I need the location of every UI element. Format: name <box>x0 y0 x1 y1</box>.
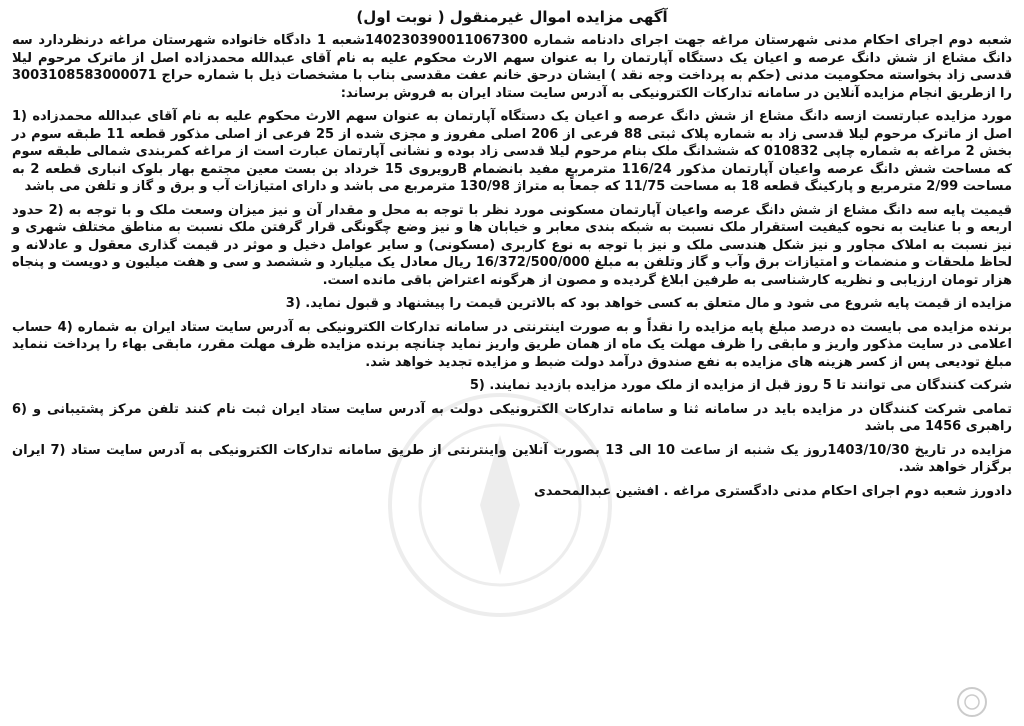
paragraph-item-6: تمامی شرکت کنندگان در مزایده باید در سامانه ثنا و سامانه تدارکات الکترونیکی دولت به آدرس سایت ستاد ایران ثبت نام کنند تلفن مرکز پشتیبانی و (6 راهبری 1456 می باشد <box>12 401 1012 434</box>
notice-title: آگهی مزایده اموال غیرمنقول ( نوبت اول) <box>356 8 668 26</box>
signature-line: دادورز شعبه دوم اجرای احکام مدنی دادگستری مراغه . افشین عبدالمحمدی <box>533 483 1012 499</box>
paragraph-item-3: مزایده از قیمت پایه شروع می شود و مال متعلق به کسی خواهد بود که بالاترین قیمت را پیشنهاد و قبول نماید. (3 <box>285 296 1012 311</box>
paragraph-item-2: قیمیت پایه سه دانگ مشاع از شش دانگ عرصه واعیان آپارتمان مسکونی مورد نظر با توجه به محل و مقدار آن و نیز میزان وسعت ملک و با توجه به (2 حدود اربعه و با عنایت به نحوه کیفیت استقرار ملک نسبت به شبکه بندی معابر و خیابان ها و نیز وضع چگونگی قرار گرفتن ملک نسبت به مناطق مختلف شهری و نیز نسبت به املاک مجاور و نیز شکل هندسی ملک و نیز با توجه به نوع کاربری (مسکونی) و سایر عوامل دخیل و موثر در قیمت گذاری معقول و عادلانه و لحاظ ملحقات و منضمات و امتیازات برق وآب و گاز وتلفن به مبلغ 16/372/500/000 ریال معادل یک میلیارد و ششصد و سی و هفت میلیون و دویست و پنجاه هزار تومان ارزیابی و نظریه کارشناسی به طرفین ابلاغ گردیده و مصون از هرگونه اعتراض باقی مانده است. <box>12 202 1013 288</box>
paragraph-item-1: مورد مزایده عبارتست ازسه دانگ مشاع از شش دانگ عرصه و اعیان یک دستگاه آپارتمان به عنوان سهم الارث محکوم علیه به نام آقای عبدالله محمدزاده (1 اصل از ماترک مرحوم لیلا قدسی زاد به شماره پلاک ثبتی 88 فرعی از 206 اصلی مفروز و مجزی شده از 25 فرعی از اصلی مذکور قطعه 11 طبقه سوم در بخش 2 مراغه به شماره چاپی 010832 که ششدانگ ملک بنام مرحوم لیلا قدسی زاد بوده و نشانی آپارتمان عبارت است از مراغه کمربندی شمالی طبقه سوم که مساحت شش دانگ عرصه واعیان آپارتمان مذکور 116/24 مترمربع مفید بانضمام Bرویروی 15 خرداد بن بست معین مجتمع بهار بلوک انباری قطعه 2 به مساحت 2/99 مترمربع و پارکینگ قطعه 18 به مساحت 11/75 که جمعاً به متراژ 130/98 مترمربع می باشد و دارای امتیازات آب و برق و گاز و تلفن می باشد <box>12 109 1012 194</box>
stamp-icon <box>955 685 989 719</box>
paragraph-item-4: برنده مزایده می بایست ده درصد مبلغ پایه مزایده را نقداً و به صورت اینترنتی در سامانه تدارکات الکترونیکی به آدرس سایت ستاد ایران به شماره (4 حساب اعلامی در سایت مذکور واریز و مابقی را ظرف مهلت یک ماه از همان طریق واریز نماید چنانچه برنده مزایده ظرف مهلت مقرر، مابقی بهاء را پرداخت ننماید مبلغ تودیعی پس از کسر هزینه های مزایده به نفع صندوق درآمد دولت ضبط و مزایده تجدید خواهد شد. <box>12 319 1012 370</box>
paragraph-item-7: مزایده در تاریخ 1403/10/30روز یک شنبه از ساعت 10 الی 13 بصورت آنلاین واینترنتی از طریق سامانه تدارکات الکترونیکی به آدرس سایت ستاد (7 ایران برگزار خواهد شد. <box>12 442 1012 475</box>
paragraph-intro: شعبه دوم اجرای احکام مدنی شهرستان مراغه جهت اجرای دادنامه شماره 140230390011067300شعبه 1 دادگاه خانواده شهرستان مراغه درنظردارد سه دانگ مشاع از شش دانگ عرصه و اعیان یک دستگاه آپارتمان را به عنوان سهم الارث محکوم علیه به نام آقای عبدالله محمدزاده اصل از ماترک مرحوم لیلا قدسی زاد بخواسته محکومیت مدنی (حکم به پرداخت وجه نقد ) ایشان درحق خانم عفت مقدسی بناب با مشخصات ذیل با شماره حراج 3003108583000071 را ازطریق انجام مزایده آنلاین در سامانه تدارکات الکترونیکی به آدرس سایت ستاد ایران به فروش برساند: <box>12 33 1012 101</box>
paragraph-item-5: شرکت کنندگان می توانند تا 5 روز قبل از مزایده از ملک مورد مزایده بازدید نمایند. (5 <box>469 378 1012 393</box>
